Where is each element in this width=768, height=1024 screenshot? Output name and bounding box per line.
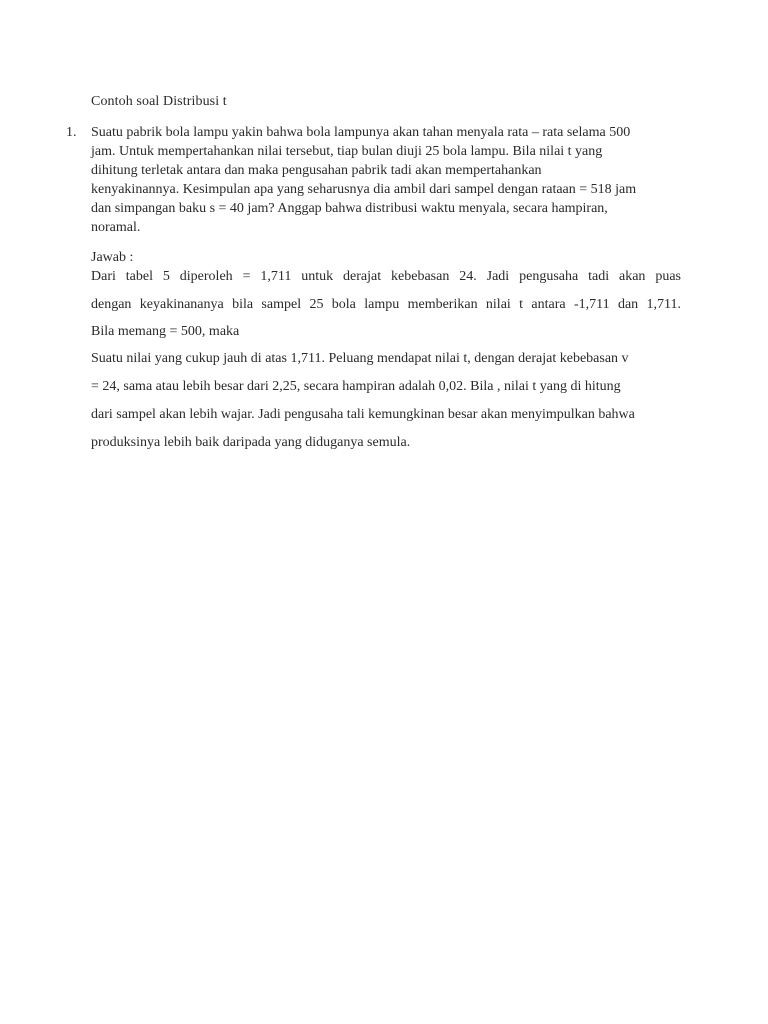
question-number: 1. [66, 125, 77, 140]
answer-line: Dari tabel 5 diperoleh = 1,711 untuk derajat kebebasan 24. Jadi pengusaha tadi akan puas [91, 269, 681, 284]
question-line: Suatu pabrik bola lampu yakin bahwa bola lampunya akan tahan menyala rata – rata selama 500 [91, 125, 631, 140]
question-line: dihitung terletak antara dan maka pengusahan pabrik tadi akan mempertahankan [91, 163, 542, 178]
question-line: dan simpangan baku s = 40 jam? Anggap bahwa distribusi waktu menyala, secara hampiran, [91, 201, 608, 216]
question-line: noramal. [91, 220, 141, 235]
answer-line: Suatu nilai yang cukup jauh di atas 1,711. Peluang mendapat nilai t, dengan derajat kebebasan v [91, 351, 629, 366]
answer-line: Bila memang = 500, maka [91, 324, 240, 339]
answer-text [91, 263, 681, 457]
answer-label: Jawab : [91, 250, 134, 265]
question-line: jam. Untuk mempertahankan nilai tersebut, tiap bulan diuji 25 bola lampu. Bila nilai t yang [91, 144, 603, 159]
answer-line: dari sampel akan lebih wajar. Jadi pengusaha tali kemungkinan besar akan menyimpulkan bahwa [91, 407, 635, 422]
answer-line: dengan keyakinananya bila sampel 25 bola lampu memberikan nilai t antara -1,711 dan 1,711. [91, 297, 681, 312]
answer-line: = 24, sama atau lebih besar dari 2,25, secara hampiran adalah 0,02. Bila , nilai t yang di hitung [91, 379, 621, 394]
question-line: kenyakinannya. Kesimpulan apa yang seharusnya dia ambil dari sampel dengan rataan = 518 jam [91, 182, 637, 197]
document-title: Contoh soal Distribusi t [91, 94, 227, 109]
question-text [91, 123, 681, 237]
answer-line: produksinya lebih baik daripada yang diduganya semula. [91, 435, 411, 450]
